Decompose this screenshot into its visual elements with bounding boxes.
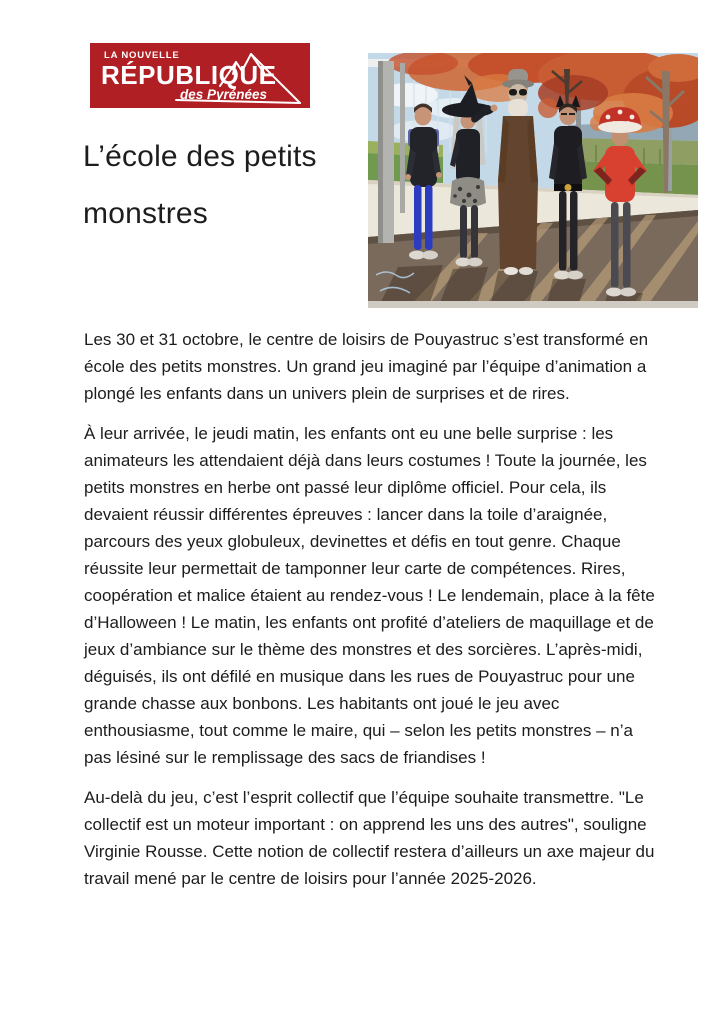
article-body xyxy=(84,326,662,905)
page-title: L’école des petits monstres xyxy=(83,140,317,230)
paragraph-2: À leur arrivée, le jeudi matin, les enfants ont eu une belle surprise : les animateurs les attendaient déjà dans leurs costumes ! Toute la journée, les petits monstres en herbe ont passé leur diplôme officiel. Pour cela, ils devaient réussir différentes épreuves : lancer dans la toile d’araignée, parcours des yeux globuleux, devinettes et défis en tout genre. Chaque réussite leur permettait de tamponner leur carte de compétences. Rires, coopération et malice étaient au rendez-vous ! Le lendemain, place à la fête d’Halloween ! Le matin, les enfants ont profité d’ateliers de maquillage et de jeux d’ambiance sur le thème des monstres et des sorcières. L’après-midi, déguisés, ils ont défilé en musique dans les rues de Pouyastruc pour une grande chasse aux bonbons. Les habitants ont joué le jeu avec enthousiasme, tout comme le maire, qui – selon les petits monstres – n’a pas lésiné sur le remplissage des sacs de friandises ! xyxy=(84,424,655,767)
logo-tagline: des Pyrénées xyxy=(180,87,268,102)
article-photo xyxy=(368,53,698,308)
newspaper-logo xyxy=(90,43,310,108)
paragraph-3: Au-delà du jeu, c’est l’esprit collectif que l’équipe souhaite transmettre. "Le collectif est un moteur important : on apprend les uns des autres", souligne Virginie Rousse. Cette notion de collectif restera d’ailleurs un axe majeur du travail mené par le centre de loisirs pour l’année 2025-2026. xyxy=(84,788,655,888)
paragraph-1: Les 30 et 31 octobre, le centre de loisirs de Pouyastruc s’est transformé en école des petits monstres. Un grand jeu imaginé par l’équipe d’animation a plongé les enfants dans un univers plein de surprises et de rires. xyxy=(84,330,649,403)
logo-name: RÉPUBLIQUE xyxy=(101,60,277,90)
logo-kicker: LA NOUVELLE xyxy=(104,50,180,61)
mountains-icon xyxy=(90,43,310,108)
halloween-group-photo xyxy=(368,53,698,308)
